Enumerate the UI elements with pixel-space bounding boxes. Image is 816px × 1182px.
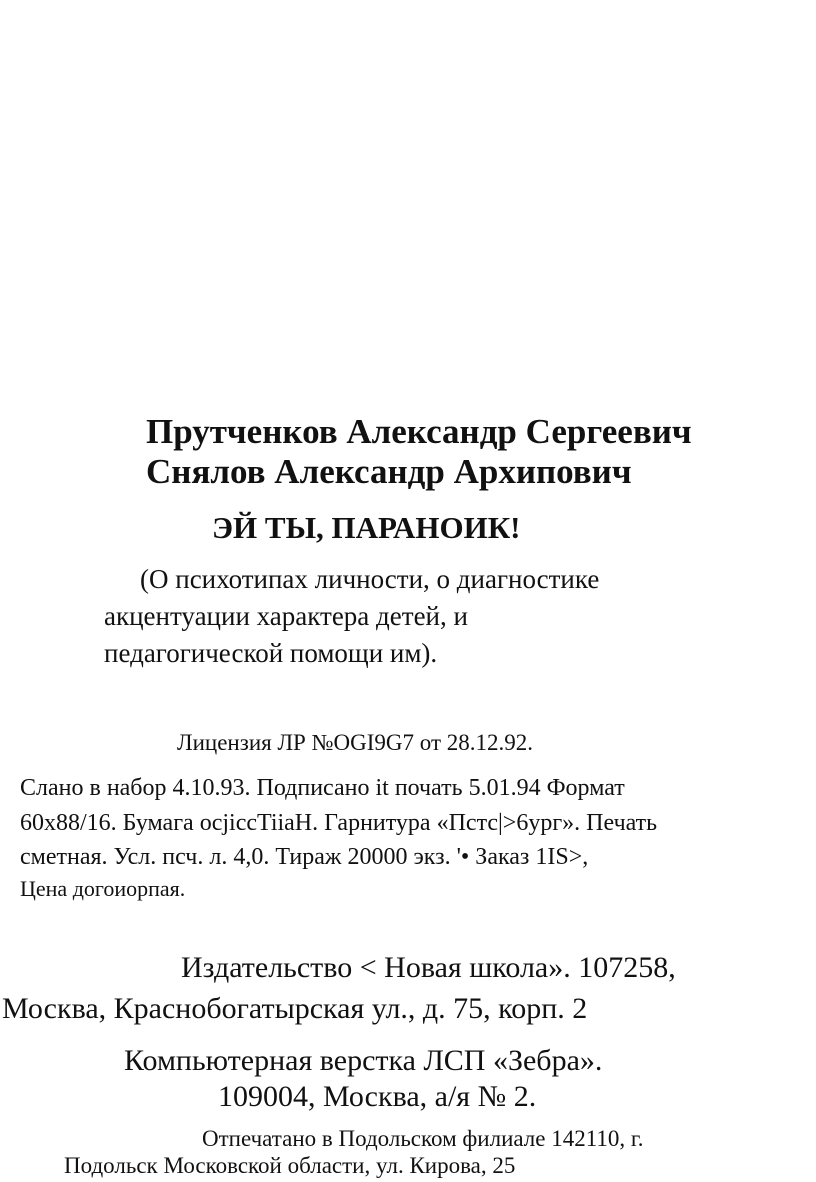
print-details-line: сметная. Усл. псч. л. 4,0. Тираж 20000 экз. '• Заказ 1IS>, — [20, 844, 589, 870]
layout-credit-line: Компьютерная верстка ЛСП «Зебра». — [124, 1044, 603, 1077]
license-line: Лицензия ЛР №OGI9G7 от 28.12.92. — [177, 730, 534, 755]
subtitle-line: (О психотипах личности, о диагностике — [140, 564, 600, 594]
print-details-line: 60x88/16. Бумага ocjiccTiiaH. Гарнитура «Пстс|>6ург». Печать — [20, 810, 658, 836]
publisher-line: Издательство < Новая школа». 107258, — [181, 951, 676, 984]
printer-line: Подольск Московской области, ул. Кирова, 25 — [64, 1153, 516, 1178]
print-details-line: Цена догоиорпая. — [20, 876, 186, 901]
book-title: ЭЙ ТЫ, ПАРАНОИК! — [212, 510, 521, 545]
layout-credit-line: 109004, Москва, а/я № 2. — [218, 1080, 537, 1113]
subtitle-line: педагогической помощи им). — [104, 638, 438, 668]
author-name: Снялов Александр Архипович — [146, 452, 632, 491]
subtitle-line: акцентуации характера детей, и — [104, 601, 468, 631]
print-details-line: Слано в набор 4.10.93. Подписано it почать 5.01.94 Формат — [20, 775, 625, 801]
printer-line: Отпечатано в Подольском филиале 142110, г. — [202, 1126, 644, 1151]
publisher-line: Москва, Краснобогатырская ул., д. 75, корп. 2 — [2, 992, 588, 1025]
author-name: Прутченков Александр Сергеевич — [146, 412, 692, 451]
